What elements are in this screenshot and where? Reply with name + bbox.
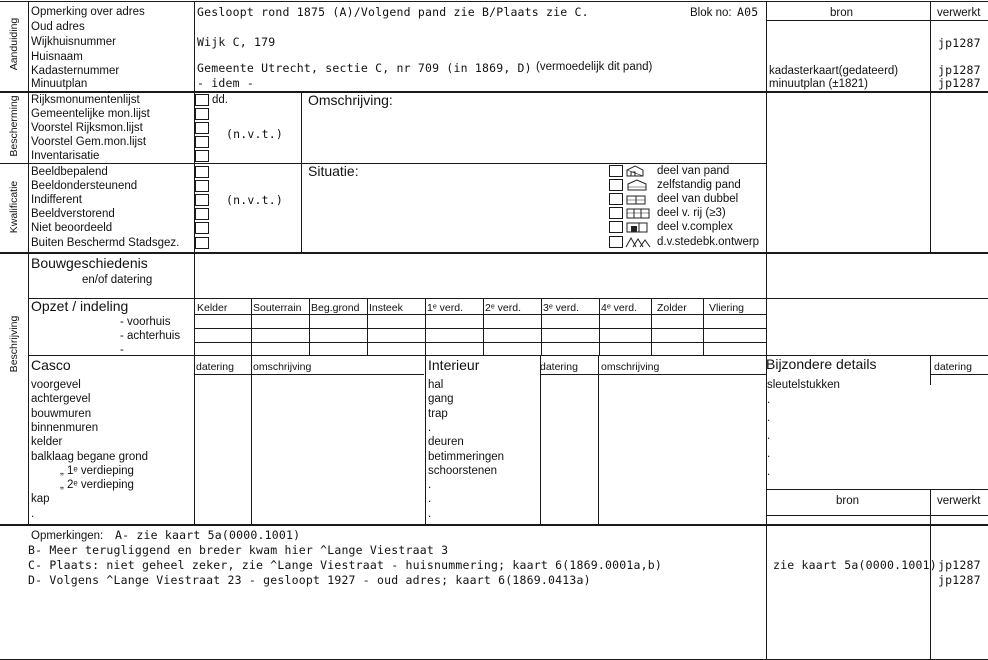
label-buiten-beschermd: Buiten Beschermd Stadsgez. [31, 237, 180, 249]
opzet-row-blank: - [120, 344, 124, 356]
label-indifferent: Indifferent [31, 194, 82, 206]
kadaster-verwerkt: jp1287 [938, 63, 981, 77]
checkbox-gemeentelijke-monlijst[interactable] [195, 108, 209, 120]
bouwgeschiedenis-sub: en/of datering [82, 274, 153, 286]
kwalificatie-nvt: (n.v.t.) [226, 193, 283, 207]
label-wijkhuisnummer: Wijkhuisnummer [31, 36, 116, 48]
wijk-verwerkt: jp1287 [938, 36, 981, 50]
checkbox-niet-beoordeeld[interactable] [195, 222, 209, 234]
opmerking-adres-value: Gesloopt rond 1875 (A)/Volgend pand zie B/Plaats zie C. [197, 5, 589, 19]
label-voorstel-rijksmon: Voorstel Rijksmon.lijst [31, 122, 143, 134]
opmerking-d: D- Volgens ^Lange Viestraat 23 - gesloopt 1927 - oud adres; kaart 6(1869.0413a) [28, 573, 591, 587]
casco-balklaag: balklaag begane grond [31, 451, 149, 463]
opmerking-c: C- Plaats: niet geheel zeker, zie ^Lange Viestraat - huisnummering; kaart 6(1869.0001a,b) [28, 558, 662, 572]
interieur-dot-3: . [428, 493, 432, 505]
option-deel-v-complex: deel v.complex [657, 221, 733, 233]
opmerking-b: B- Meer terugliggend en breder kwam hier ^Lange Viestraat 3 [28, 543, 449, 557]
opmerking-a: A- zie kaart 5a(0000.1001) [115, 528, 301, 542]
option-dv-stedebk: d.v.stedebk.ontwerp [657, 236, 760, 248]
opzet-row-voorhuis: - voorhuis [120, 316, 171, 328]
casco-kap: kap [31, 493, 50, 505]
minuut-verwerkt: jp1287 [938, 76, 981, 90]
label-beeldbepalend: Beeldbepalend [31, 166, 108, 178]
section-label-kwalificatie: Kwalificatie [8, 180, 20, 234]
opzet-col-insteek: Insteek [369, 302, 403, 314]
details-dot-2: . [767, 412, 771, 424]
omschrijving-heading: Omschrijving: [308, 92, 393, 108]
interieur-betimmeringen: betimmeringen [428, 451, 505, 463]
label-niet-beoordeeld: Niet beoordeeld [31, 222, 113, 234]
details-dot-3: . [767, 430, 771, 442]
casco-binnenmuren: binnenmuren [31, 422, 99, 434]
opzet-col-1e-verd: 1ᵉ verd. [427, 302, 464, 314]
opzet-heading: Opzet / indeling [31, 298, 129, 314]
details-bron: bron [836, 495, 860, 507]
casco-kelder: kelder [31, 436, 63, 448]
checkbox-voorstel-rijksmon[interactable] [195, 122, 209, 134]
casco-bouwmuren: bouwmuren [31, 408, 92, 420]
checkbox-dv-stedebk[interactable] [609, 236, 623, 248]
label-huisnaam: Huisnaam [31, 51, 83, 63]
section-label-bescherming: Bescherming [8, 95, 20, 157]
interieur-trap: trap [428, 408, 448, 420]
opmerking-c-verwerkt: jp1287 [938, 558, 981, 572]
building-part-icon [625, 165, 653, 177]
label-opmerking-adres: Opmerking over adres [31, 6, 145, 18]
detached-building-icon [625, 179, 653, 191]
interieur-datering: datering [540, 361, 578, 373]
details-verwerkt: verwerkt [937, 495, 981, 507]
checkbox-zelfstandig-pand[interactable] [609, 179, 623, 191]
label-gemeentelijke-monlijst: Gemeentelijke mon.lijst [31, 108, 150, 120]
bescherming-nvt: (n.v.t.) [226, 127, 283, 141]
checkbox-beeldondersteunend[interactable] [195, 180, 209, 192]
label-beeldverstorend: Beeldverstorend [31, 208, 115, 220]
section-label-aanduiding: Aanduiding [8, 17, 20, 71]
blok-value: A05 [737, 5, 759, 19]
details-dot-1: . [767, 394, 771, 406]
interieur-gang: gang [428, 393, 454, 405]
minuut-bron: minuutplan (±1821) [769, 78, 869, 90]
details-sleutelstukken: sleutelstukken [767, 379, 840, 391]
checkbox-deel-v-complex[interactable] [609, 221, 623, 233]
checkbox-voorstel-gemmon[interactable] [195, 136, 209, 148]
minuutplan-value: - idem - [197, 76, 254, 90]
kadaster-bron: kadasterkaart(gedateerd) [769, 65, 899, 77]
checkbox-beeldbepalend[interactable] [195, 166, 209, 178]
casco-heading: Casco [31, 357, 71, 373]
interieur-dot-4: . [428, 508, 432, 520]
label-rijksmonumentenlijst: Rijksmonumentenlijst [31, 94, 140, 106]
section-label-beschrijving: Beschrijving [8, 315, 20, 373]
casco-omschrijving: omschrijving [253, 361, 312, 373]
opmerking-c-bron: zie kaart 5a(0000.1001) [773, 558, 937, 572]
bouwgeschiedenis-heading: Bouwgeschiedenis [31, 255, 148, 271]
label-kadasternummer: Kadasternummer [31, 65, 120, 77]
label-beeldondersteunend: Beeldondersteunend [31, 180, 138, 192]
interieur-deuren: deuren [428, 436, 464, 448]
interieur-dot-1: . [428, 422, 432, 434]
bron-header: bron [830, 7, 854, 19]
details-dot-4: . [767, 448, 771, 460]
interieur-dot-2: . [428, 479, 432, 491]
interieur-omschrijving: omschrijving [601, 361, 660, 373]
checkbox-deel-van-pand[interactable] [609, 165, 623, 177]
details-datering: datering [934, 361, 972, 373]
urban-design-icon [625, 236, 653, 248]
opzet-col-4e-verd: 4ᵉ verd. [601, 302, 638, 314]
option-deel-v-rij: deel v. rij (≥3) [657, 207, 726, 219]
interieur-heading: Interieur [428, 357, 480, 373]
option-deel-van-dubbel: deel van dubbel [657, 193, 739, 205]
details-dot-5: . [767, 466, 771, 478]
label-minuutplan: Minuutplan [31, 78, 88, 90]
casco-1e-verdieping: „ 1ᵉ verdieping [60, 465, 134, 477]
opzet-col-zolder: Zolder [657, 302, 687, 314]
opzet-col-beggrond: Beg.grond [311, 302, 360, 314]
opmerking-d-verwerkt: jp1287 [938, 573, 981, 587]
casco-voorgevel: voorgevel [31, 379, 81, 391]
opzet-col-kelder: Kelder [197, 302, 228, 314]
wijkhuisnummer-value: Wijk C, 179 [197, 35, 276, 49]
verwerkt-header: verwerkt [937, 7, 981, 19]
checkbox-beeldverstorend[interactable] [195, 208, 209, 220]
opzet-col-2e-verd: 2ᵉ verd. [485, 302, 522, 314]
interieur-hal: hal [428, 379, 444, 391]
opzet-col-souterrain: Souterrain [253, 302, 302, 314]
opzet-col-vliering: Vliering [709, 302, 745, 314]
row-house-icon [625, 207, 653, 219]
semi-detached-icon [625, 193, 653, 205]
checkbox-indifferent[interactable] [195, 194, 209, 206]
label-inventarisatie: Inventarisatie [31, 150, 100, 162]
option-zelfstandig-pand: zelfstandig pand [657, 179, 741, 191]
checkbox-deel-v-rij[interactable] [609, 207, 623, 219]
label-oud-adres: Oud adres [31, 21, 85, 33]
casco-datering: datering [196, 361, 234, 373]
casco-dot: . [31, 508, 35, 520]
label-voorstel-gemmon: Voorstel Gem.mon.lijst [31, 136, 147, 148]
checkbox-deel-van-dubbel[interactable] [609, 193, 623, 205]
opmerkingen-label: Opmerkingen: [31, 530, 104, 542]
opzet-row-achterhuis: - achterhuis [120, 330, 181, 342]
details-heading: Bijzondere details [766, 356, 877, 372]
option-deel-van-pand: deel van pand [657, 165, 730, 177]
checkbox-inventarisatie[interactable] [195, 150, 209, 162]
casco-2e-verdieping: „ 2ᵉ verdieping [60, 479, 134, 491]
kadaster-note: (vermoedelijk dit pand) [536, 61, 653, 73]
dd-label: dd. [212, 94, 228, 106]
opzet-col-3e-verd: 3ᵉ verd. [543, 302, 580, 314]
blok-label: Blok no: [690, 7, 732, 19]
casco-achtergevel: achtergevel [31, 393, 91, 405]
situatie-heading: Situatie: [308, 163, 359, 179]
kadasternummer-value: Gemeente Utrecht, sectie C, nr 709 (in 1869, D) [197, 61, 532, 75]
checkbox-buiten-beschermd[interactable] [195, 237, 209, 249]
interieur-schoorstenen: schoorstenen [428, 465, 498, 477]
checkbox-rijksmonumentenlijst[interactable] [195, 94, 209, 106]
complex-icon [625, 221, 653, 233]
